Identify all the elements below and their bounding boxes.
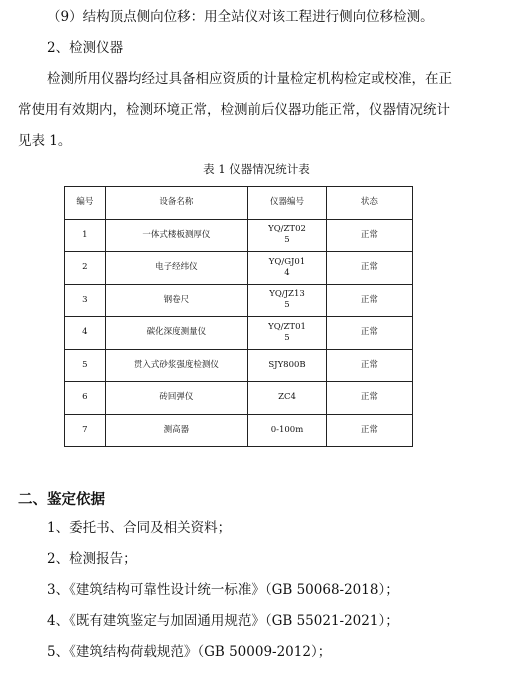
- table-row: [65, 252, 413, 285]
- cell-instrument-id: YQ/JZ13 5: [248, 284, 327, 317]
- cell-number: 5: [65, 349, 106, 382]
- basis-item-3: 3、《建筑结构可靠性设计统一标准》（GB 50068-2018）；: [47, 582, 399, 598]
- cell-status: 正常: [326, 349, 412, 382]
- cell-device-name: 贯入式砂浆强度检测仪: [105, 349, 248, 382]
- basis-item-4: 4、《既有建筑鉴定与加固通用规范》（GB 55021-2021）；: [47, 613, 399, 629]
- header-device-name: 设备名称: [105, 187, 248, 220]
- cell-instrument-id: ZC4: [248, 382, 327, 415]
- table-row: [65, 219, 413, 252]
- header-instrument-id: 仪器编号: [248, 187, 327, 220]
- basis-heading: 二、鉴定依据: [18, 492, 105, 508]
- cell-device-name: 碳化深度测量仪: [105, 317, 248, 350]
- cell-number: 4: [65, 317, 106, 350]
- cell-instrument-id: YQ/GJ01 4: [248, 252, 327, 285]
- cell-instrument-id: YQ/ZT01 5: [248, 317, 327, 350]
- table-row: [65, 414, 413, 447]
- table-row: [65, 284, 413, 317]
- basis-item-2: 2、检测报告；: [47, 551, 137, 567]
- header-number: 编号: [65, 187, 106, 220]
- table-row: [65, 317, 413, 350]
- instrument-table: [64, 186, 413, 447]
- header-status: 状态: [326, 187, 412, 220]
- cell-device-name: 一体式楼板测厚仪: [105, 219, 248, 252]
- cell-number: 6: [65, 382, 106, 415]
- table-row: [65, 382, 413, 415]
- table-body: [65, 219, 413, 447]
- basis-item-5: 5、《建筑结构荷载规范》（GB 50009-2012）；: [47, 644, 332, 660]
- cell-number: 7: [65, 414, 106, 447]
- cell-device-name: 钢卷尺: [105, 284, 248, 317]
- cell-status: 正常: [326, 284, 412, 317]
- cell-instrument-id: 0-100m: [248, 414, 327, 447]
- basis-item-1: 1、委托书、合同及相关资料；: [47, 520, 232, 536]
- body-line-3: 见表 1。: [18, 133, 72, 149]
- cell-number: 3: [65, 284, 106, 317]
- table-caption: 表 1 仪器情况统计表: [203, 162, 310, 176]
- item-9-text: （9）结构顶点侧向位移：用全站仪对该工程进行侧向位移检测。: [47, 9, 434, 25]
- cell-device-name: 砖回弹仪: [105, 382, 248, 415]
- section-2-heading: 2、检测仪器: [47, 40, 124, 56]
- cell-status: 正常: [326, 414, 412, 447]
- cell-device-name: 电子经纬仪: [105, 252, 248, 285]
- cell-status: 正常: [326, 252, 412, 285]
- body-line-2: 常使用有效期内，检测环境正常，检测前后仪器功能正常，仪器情况统计: [18, 102, 450, 118]
- cell-instrument-id: YQ/ZT02 5: [248, 219, 327, 252]
- table-row: [65, 349, 413, 382]
- cell-status: 正常: [326, 317, 412, 350]
- cell-status: 正常: [326, 382, 412, 415]
- cell-status: 正常: [326, 219, 412, 252]
- cell-number: 1: [65, 219, 106, 252]
- table-header-row: [65, 187, 413, 220]
- cell-device-name: 测高器: [105, 414, 248, 447]
- cell-number: 2: [65, 252, 106, 285]
- body-line-1: 检测所用仪器均经过具备相应资质的计量检定机构检定或校准，在正: [47, 71, 452, 87]
- cell-instrument-id: SJY800B: [248, 349, 327, 382]
